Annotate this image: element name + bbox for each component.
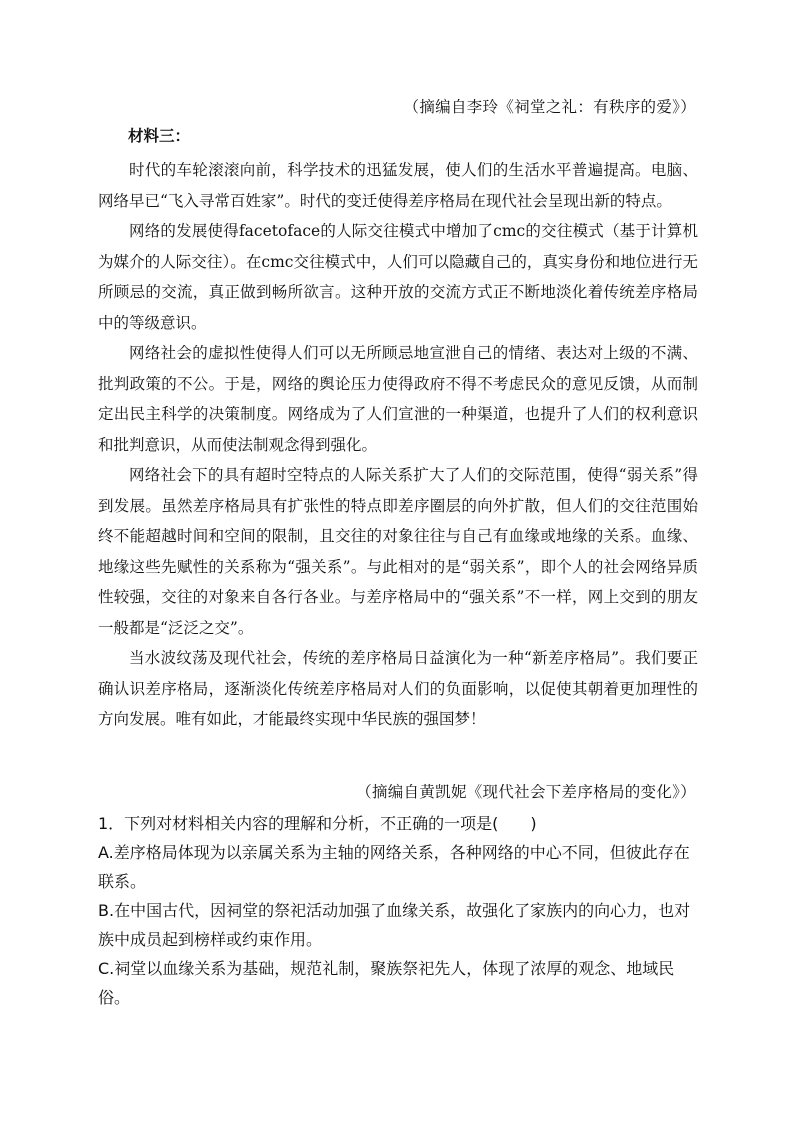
paragraph: 网络的发展使得facetoface的人际交往模式中增加了cmc的交往模式（基于计算机为媒介的人际交往）。在cmc交往模式中，人们可以隐藏自己的，真实身份和地位进行无所顾忌的交流，真正做到畅所欲言。这种开放的交流方式正不断地淡化着传统差序格局中的等级意识。 xyxy=(98,222,698,332)
option-a: A.差序格局体现为以亲属关系为主轴的网络关系，各种网络的中心不同，但彼此存在联系。 xyxy=(98,843,690,891)
article-body xyxy=(98,155,698,735)
question-block xyxy=(98,809,704,1012)
source-citation-2: （摘编自黄凯妮《现代社会下差序格局的变化》） xyxy=(356,783,696,801)
material-heading: 材料三： xyxy=(128,126,191,145)
option-c: C.祠堂以血缘关系为基础，规范礼制，聚族祭祀先人，体现了浓厚的观念、地域民俗。 xyxy=(98,959,675,1007)
paragraph: 当水波纹荡及现代社会，传统的差序格局日益演化为一种“新差序格局”。我们要正确认识差序格局，逐渐淡化传统差序格局对人们的负面影响，以促使其朝着更加理性的方向发展。唯有如此，才能最终实现中华民族的强国梦！ xyxy=(98,649,698,728)
paragraph: 网络社会的虚拟性使得人们可以无所顾忌地宣泄自己的情绪、表达对上级的不满、批判政策的不公。于是，网络的舆论压力使得政府不得不考虑民众的意见反馈，从而制定出民主科学的决策制度。网络成为了人们宣泄的一种渠道，也提升了人们的权利意识和批判意识，从而使法制观念得到强化。 xyxy=(98,344,698,454)
question-stem: 1．下列对材料相关内容的理解和分析，不正确的一项是( ) xyxy=(98,814,537,833)
option-b: B.在中国古代，因祠堂的祭祀活动加强了血缘关系，故强化了家族内的向心力，也对族中成员起到榜样或约束作用。 xyxy=(98,901,691,949)
paragraph: 时代的车轮滚滚向前，科学技术的迅猛发展，使人们的生活水平普遍提高。电脑、网络早已“飞入寻常百姓家”。时代的变迁使得差序格局在现代社会呈现出新的特点。 xyxy=(98,161,698,210)
source-citation-1: （摘编自李玲《祠堂之礼：有秩序的爱》） xyxy=(403,98,696,116)
paragraph: 网络社会下的具有超时空特点的人际关系扩大了人们的交际范围，使得“弱关系”得到发展。虽然差序格局具有扩张性的特点即差序圈层的向外扩散，但人们的交往范围始终不能超越时间和空间的限制，且交往的对象往往与自己有血缘或地缘的关系。血缘、地缘这些先赋性的关系称为“强关系”。与此相对的是“弱关系”，即个人的社会网络异质性较强，交往的对象来自各行各业。与差序格局中的“强关系”不一样，网上交到的朋友一般都是“泛泛之交”。 xyxy=(98,466,698,637)
